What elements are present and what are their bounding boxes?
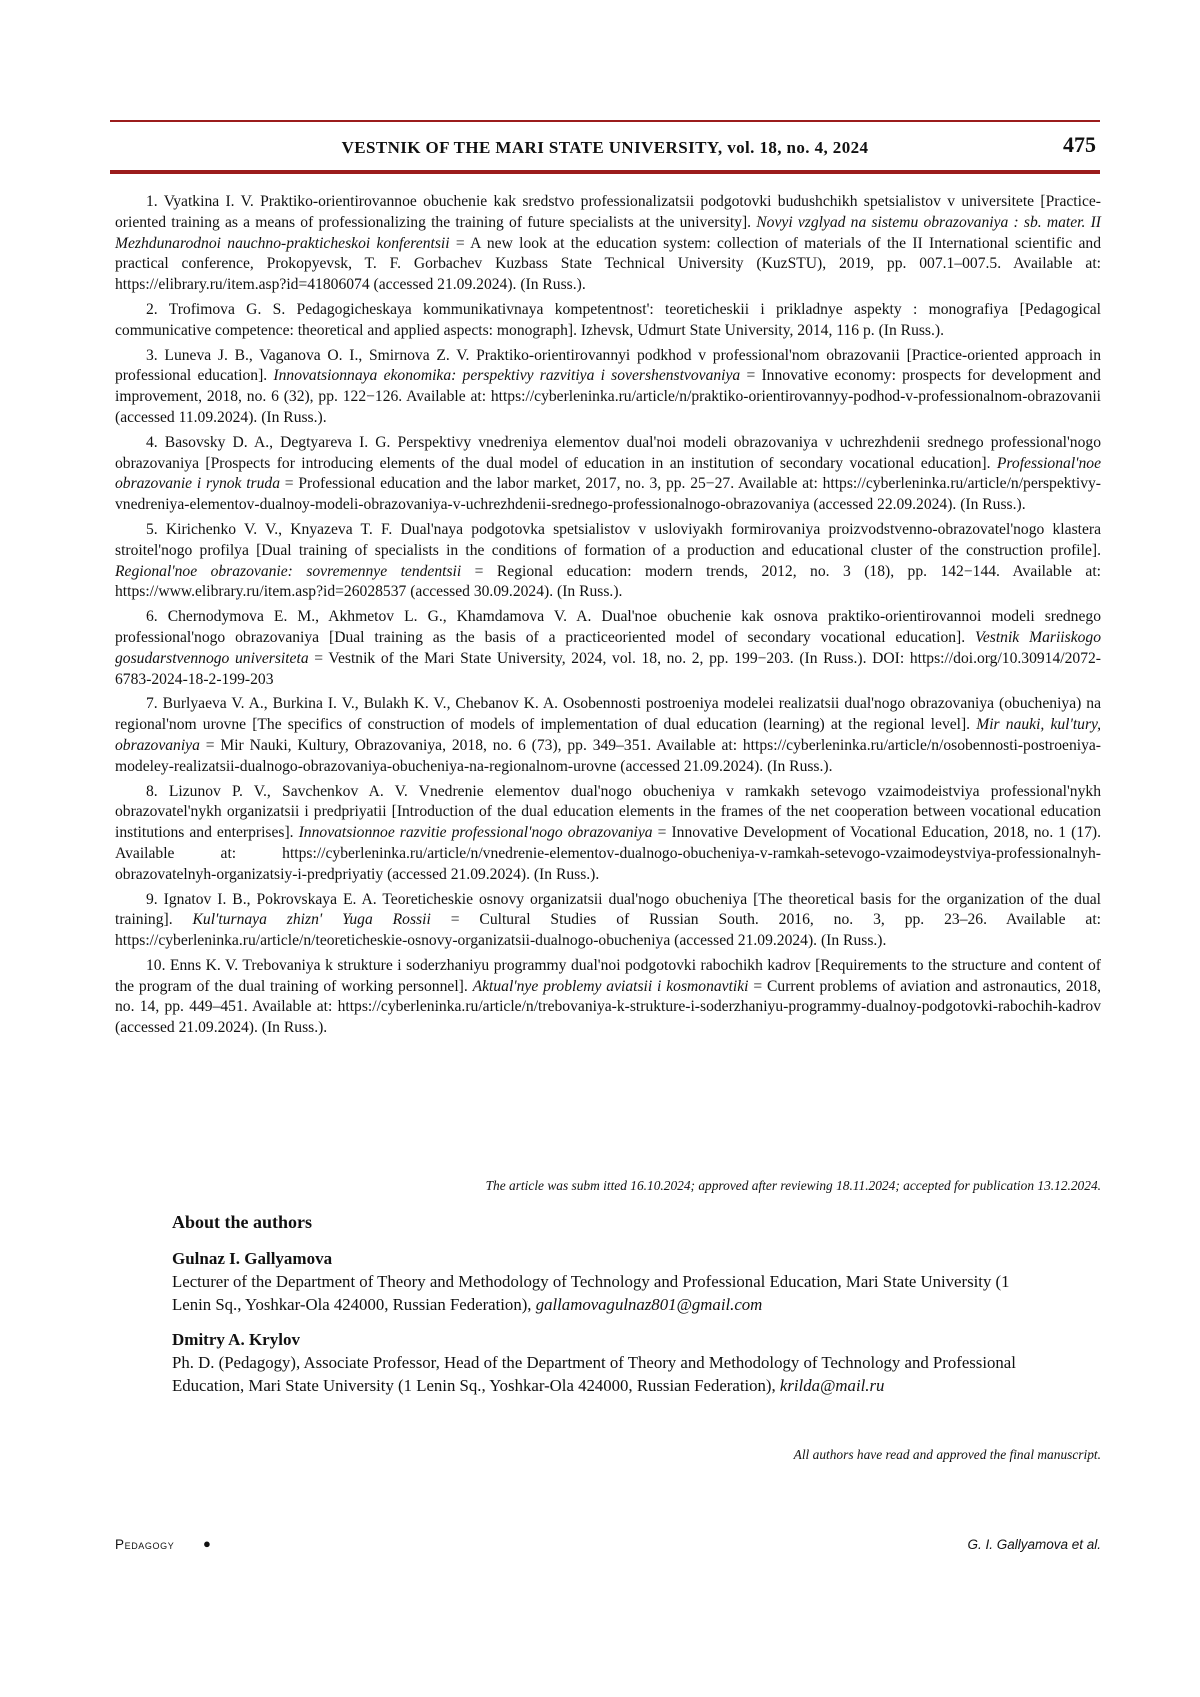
reference-details: = Innovative economy: prospects for development and improvement, 2018, no. 6 (32), pp. 122−126. Available at: https://cyberleninka.ru/article/n/praktiko-orientirovannyy-podhod-v-professionalnom-obrazovanii (accessed 11.09.2024). (In Russ.). xyxy=(115,367,1101,426)
reference-text: 10. Enns K. V. Trebovaniya k strukture i soderzhaniyu programmy dual'noi podgotovki rabochikh kadrov [Requirements to the structure and content of the program of the dual training of working personnel]. xyxy=(115,956,1101,995)
reference-source: Kul'turnaya zhizn' Yuga Rossii xyxy=(192,911,431,929)
running-header xyxy=(110,120,1100,176)
reference-text: 1. Vyatkina I. V. Praktiko-orientirovannoe obuchenie kak sredstvo professionalizatsii podgotovki budushchikh spetsialistov v universitete [Practice-oriented training as a means of professionalizing the training of future specialists at the university]. xyxy=(115,193,1101,231)
reference-text: 9. Ignatov I. B., Pokrovskaya E. A. Teoreticheskie osnovy organizatsii dual'nogo obucheniya [The theoretical basis for the organization of the dual training]. xyxy=(115,890,1101,929)
reference-item xyxy=(115,956,1101,1039)
reference-item xyxy=(115,192,1101,296)
article-history: The article was subm itted 16.10.2024; approved after reviewing 18.11.2024; accepted for publication 13.12.2024. xyxy=(485,1178,1101,1193)
reference-source: Regional'noe obrazovanie: sovremennye tendentsii xyxy=(115,562,462,580)
author-description xyxy=(172,1351,1052,1397)
author-affiliation: Ph. D. (Pedagogy), Associate Professor, Head of the Department of Theory and Methodology of Technology and Professional Education, Mari State University (1 Lenin Sq., Yoshkar-Ola 424000, Russian Federation), xyxy=(172,1353,1016,1395)
reference-details: = A new look at the education system: collection of materials of the II International scientific and practical conference, Prokopyevsk, T. F. Gorbachev Kuzbass State Technical University (KuzSTU), 2019, pp. 007.1–007.5. Available at: https://elibrary.ru/item.asp?id=41806074 (accessed 21.09.2024). (In Russ.). xyxy=(115,234,1101,294)
authors-heading: About the authors xyxy=(172,1212,313,1232)
reference-item xyxy=(115,433,1101,516)
reference-text: 3. Luneva J. B., Vaganova O. I., Smirnova Z. V. Praktiko-orientirovannyi podkhod v professional'nom obrazovanii [Practice-oriented approach in professional education]. xyxy=(115,346,1101,385)
reference-text: 6. Chernodymova E. M., Akhmetov L. G., Khamdamova V. A. Dual'noe obuchenie kak osnova praktiko-orientirovannoi modeli srednego professional'nogo obrazovaniya [Dual training as the basis of a practiceoriented model of secondary vocational education]. xyxy=(115,608,1101,646)
reference-source: Vestnik Mariiskogo gosudarstvennogo universiteta xyxy=(115,628,1102,667)
header-rule-top xyxy=(110,120,1100,122)
reference-details: = Current problems of aviation and astronautics, 2018, no. 14, pp. 449–451. Available at: https://cyberleninka.ru/article/n/trebovaniya-k-strukture-i-soderzhaniyu-programmy-dualnoy-podgotovki-rabochih-kadrov (accessed 21.09.2024). (In Russ.). xyxy=(115,977,1101,1037)
author-name: Gulnaz I. Gallyamova xyxy=(172,1249,333,1268)
footer-section: Pedagogy xyxy=(115,1537,175,1552)
reference-details: = Mir Nauki, Kultury, Obrazovaniya, 2018, no. 6 (73), pp. 349–351. Available at: https://cyberleninka.ru/article/n/osobennosti-postroeniya-modeley-realizatsii-dualnogo-obrazovaniya-obucheniya-na-regionalnom-urovne (accessed 21.09.2024). (In Russ.). xyxy=(115,736,1101,775)
reference-source: Aktual'nye problemy aviatsii i kosmonavtiki xyxy=(472,977,749,995)
about-authors xyxy=(172,1212,1052,1409)
approval-statement: All authors have read and approved the final manuscript. xyxy=(793,1447,1101,1462)
author-name: Dmitry A. Krylov xyxy=(172,1330,300,1349)
reference-details: = Cultural Studies of Russian South. 2016, no. 3, pp. 23–26. Available at: https://cyberleninka.ru/article/n/teoreticheskie-osnovy-organizatsii-dualnogo-obucheniya (accessed 21.09.2024). (In Russ.). xyxy=(115,911,1101,950)
reference-text: 2. Trofimova G. S. Pedagogicheskaya kommunikativnaya kompetentnost': teoreticheskii i prikladnye aspekty : monografiya [Pedagogical communicative competence: theoretical and applied aspects: monograph]. Izhevsk, Udmurt State University, 2014, 116 p. (In Russ.). xyxy=(115,300,1101,339)
author-email: krilda@mail.ru xyxy=(779,1376,885,1395)
reference-source: Professional'noe obrazovanie i rynok truda xyxy=(115,454,1101,493)
reference-source: Innovatsionnaya ekonomika: perspektivy razvitiya i sovershenstvovaniya xyxy=(273,367,741,385)
reference-source: Innovatsionnoe razvitie professional'nogo obrazovaniya xyxy=(298,824,653,842)
reference-source: Novyi vzglyad na sistemu obrazovaniya : sb. mater. II Mezhdunarodnoi nauchno-prakticheskoi konferentsii xyxy=(115,213,1101,252)
reference-details: = Professional education and the labor market, 2017, no. 3, pp. 25−27. Available at: https://cyberleninka.ru/article/n/perspektivy-vnedreniya-elementov-dualnoy-modeli-obrazovaniya-v-uchrezhdenii-srednego-professionalnogo-obrazovaniya (accessed 22.09.2024). (In Russ.). xyxy=(115,475,1102,514)
page-number: 475 xyxy=(1063,132,1096,157)
reference-details: = Regional education: modern trends, 2012, no. 3 (18), pp. 142−144. Available at: https://www.elibrary.ru/item.asp?id=26028537 (accessed 30.09.2024). (In Russ.). xyxy=(115,562,1102,601)
reference-item xyxy=(115,607,1101,690)
author-email: gallamovagulnaz801@gmail.com xyxy=(535,1295,763,1314)
reference-item xyxy=(115,694,1101,777)
reference-item xyxy=(115,520,1101,603)
bullet-icon: ● xyxy=(203,1536,211,1551)
reference-item xyxy=(115,782,1101,886)
reference-text: 8. Lizunov P. V., Savchenkov A. V. Vnedrenie elementov dual'nogo obucheniya v ramkakh setevogo vzaimodeistviya professional'nykh obrazovatel'nykh organizatsii i predpriyatii [Introduction of the dual education elements in the frames of the net cooperation between vocational education institutions and enterprises]. xyxy=(115,782,1101,842)
reference-source: Mir nauki, kul'tury, obrazovaniya xyxy=(115,716,1102,754)
author-affiliation: Lecturer of the Department of Theory and Methodology of Technology and Professional Education, Mari State University (1 Lenin Sq., Yoshkar-Ola 424000, Russian Federation), xyxy=(172,1272,1010,1314)
author-entry xyxy=(172,1247,1052,1316)
journal-title: VESTNIK OF THE MARI STATE UNIVERSITY, vol. 18, no. 4, 2024 xyxy=(341,138,869,157)
reference-list xyxy=(115,192,1101,1043)
author-entry xyxy=(172,1328,1052,1397)
reference-item xyxy=(115,890,1101,952)
reference-item xyxy=(115,300,1101,342)
reference-details: = Vestnik of the Mari State University, 2024, vol. 18, no. 2, pp. 199−203. (In Russ.). DOI: https://doi.org/10.30914/2072-6783-2024-18-2-199-203 xyxy=(115,649,1101,688)
reference-item xyxy=(115,346,1101,429)
header-rule-bottom xyxy=(110,170,1100,174)
author-description xyxy=(172,1270,1052,1316)
running-footer xyxy=(115,1537,1101,1557)
reference-text: 5. Kirichenko V. V., Knyazeva T. F. Dual'naya podgotovka spetsialistov v usloviyakh formirovaniya proizvodstvenno-obrazovatel'nogo klastera stroitel'nogo profilya [Dual training of specialists in the conditions of formation of a production and educational cluster of the construction profile]. xyxy=(115,520,1101,559)
reference-text: 4. Basovsky D. A., Degtyareva I. G. Perspektivy vnedreniya elementov dual'noi modeli obrazovaniya v uchrezhdenii srednego professional'nogo obrazovaniya [Prospects for introducing elements of the dual model of education in an institution of secondary vocational education]. xyxy=(115,433,1101,472)
reference-details: = Innovative Development of Vocational Education, 2018, no. 1 (17). Available at: https://cyberleninka.ru/article/n/vnedrenie-elementov-dualnogo-obucheniya-v-ramkah-setevogo-vzaimodeystviya-professionalnyh-obrazovatelnyh-organizatsiy-i-predpriyatiy (accessed 21.09.2024). (In Russ.). xyxy=(115,824,1102,883)
footer-authors: G. I. Gallyamova et al. xyxy=(967,1537,1101,1552)
reference-text: 7. Burlyaeva V. A., Burkina I. V., Bulakh K. V., Chebanov K. A. Osobennosti postroeniya modelei realizatsii dual'nogo obrazovaniya (obucheniya) na regional'nom urovne [The specifics of construction of models of implementation of dual education (learning) at the regional level]. xyxy=(115,695,1101,734)
